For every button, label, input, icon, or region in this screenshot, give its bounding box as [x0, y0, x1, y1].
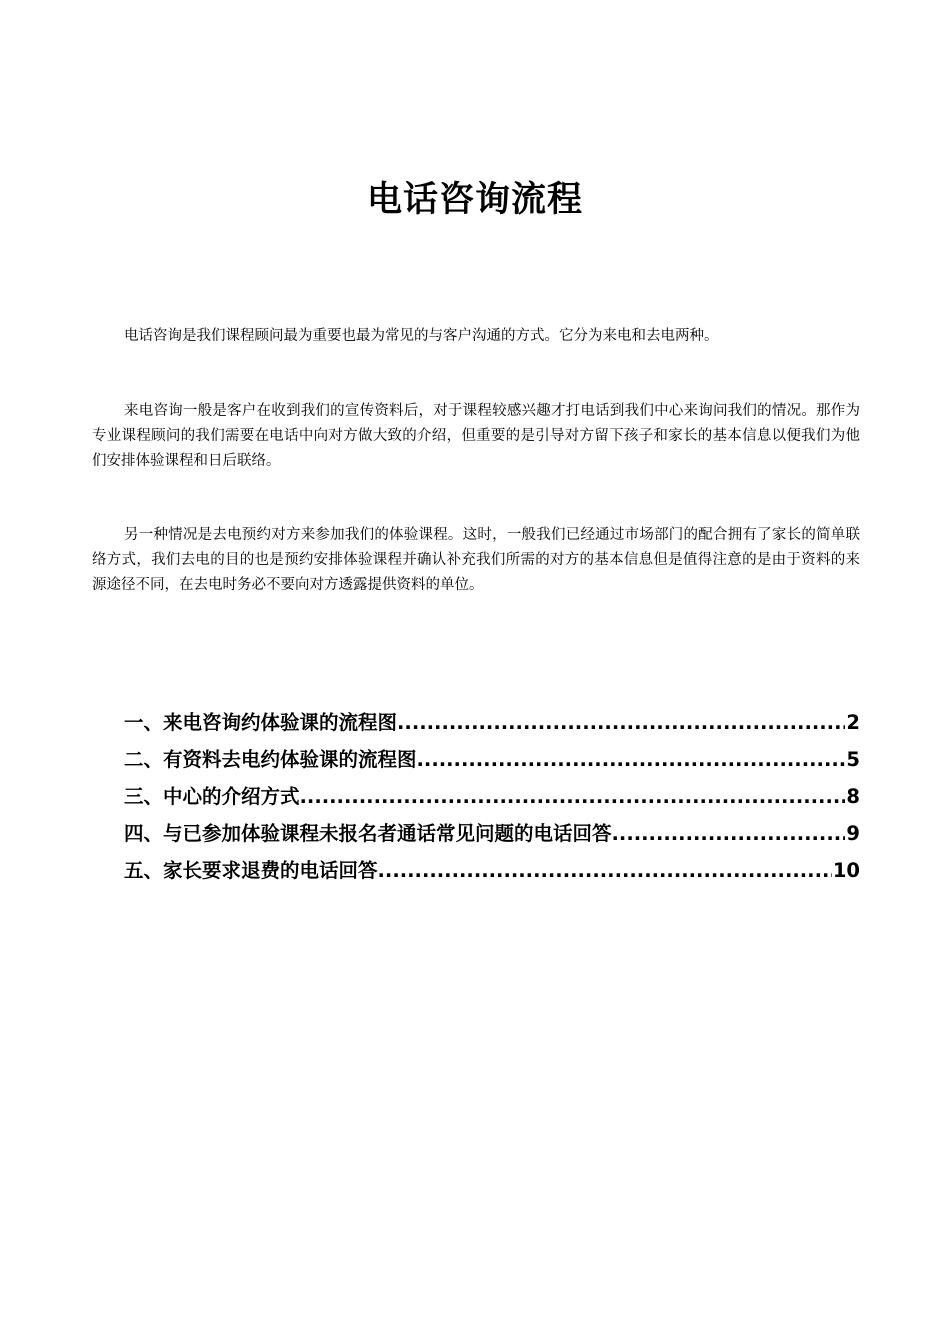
toc-page-number: 8	[846, 785, 860, 808]
toc-leader-dots	[300, 782, 846, 812]
incoming-call-paragraph: 来电咨询一般是客户在收到我们的宣传资料后，对于课程较感兴趣才打电话到我们中心来询问我们的情况。那作为专业课程顾问的我们需要在电话中向对方做大致的介绍，但重要的是引导对方留下孩子和家长的基本信息以便我们为他们安排体验课程和日后联络。	[92, 403, 860, 469]
toc-entry-label: 五、家长要求退费的电话回答	[124, 859, 378, 882]
intro-paragraph: 电话咨询是我们课程顾问最为重要也最为常见的与客户沟通的方式。它分为来电和去电两种。	[124, 328, 719, 344]
toc-leader-dots	[397, 708, 845, 738]
toc-entry-outgoing-call-flowchart[interactable]	[124, 745, 860, 782]
toc-leader-dots	[417, 745, 846, 775]
toc-entry-label: 四、与已参加体验课程未报名者通话常见问题的电话回答	[124, 822, 612, 845]
toc-entry-refund-answers[interactable]	[124, 856, 860, 893]
table-of-contents	[124, 708, 860, 893]
toc-entry-faq-answers[interactable]	[124, 819, 860, 856]
toc-entry-label: 三、中心的介绍方式	[124, 785, 300, 808]
toc-entry-label: 二、有资料去电约体验课的流程图	[124, 748, 417, 771]
toc-leader-dots	[612, 819, 846, 849]
toc-leader-dots	[378, 856, 832, 886]
toc-page-number: 9	[846, 822, 860, 845]
toc-page-number: 10	[832, 859, 860, 882]
page-title: 电话咨询流程	[366, 180, 583, 220]
toc-entry-incoming-call-flowchart[interactable]	[124, 708, 860, 745]
toc-page-number: 2	[846, 711, 860, 734]
toc-entry-label: 一、来电咨询约体验课的流程图	[124, 711, 398, 734]
toc-page-number: 5	[846, 748, 860, 771]
outgoing-call-paragraph: 另一种情况是去电预约对方来参加我们的体验课程。这时，一般我们已经通过市场部门的配合拥有了家长的简单联络方式，我们去电的目的也是预约安排体验课程并确认补充我们所需的对方的基本信息但是值得注意的是由于资料的来源途径不同，在去电时务必不要向对方透露提供资料的单位。	[92, 527, 860, 593]
toc-entry-center-introduction[interactable]	[124, 782, 860, 819]
